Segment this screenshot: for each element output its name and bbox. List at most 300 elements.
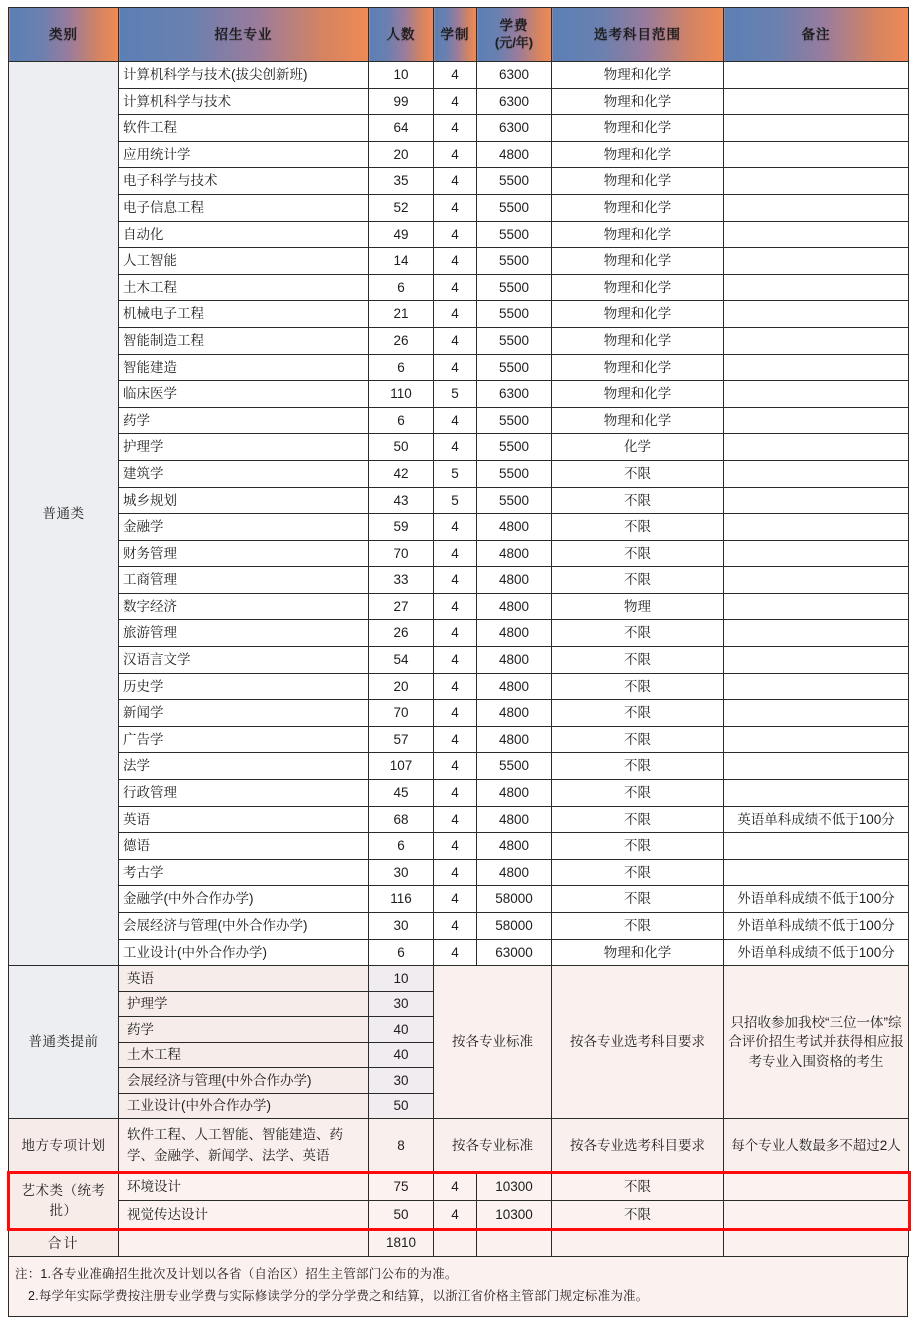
remark (724, 168, 909, 195)
subject-requirement: 不限 (552, 620, 724, 647)
subject-requirement: 物理和化学 (552, 301, 724, 328)
table-row (9, 673, 909, 700)
tuition: 6300 (477, 115, 552, 142)
major-name: 智能建造 (119, 354, 369, 381)
subject-requirement: 不限 (552, 913, 724, 940)
total-row (9, 1229, 909, 1257)
table-header (9, 8, 909, 62)
subject-requirement-merged: 按各专业选考科目要求 (552, 966, 724, 1119)
student-count: 70 (369, 540, 434, 567)
major-name: 数字经济 (119, 593, 369, 620)
table-row (9, 806, 909, 833)
table-row (9, 833, 909, 860)
duration: 4 (434, 913, 477, 940)
subject-requirement: 物理和化学 (552, 194, 724, 221)
header-tuition (477, 8, 552, 62)
tuition: 10300 (477, 1173, 552, 1201)
subject-requirement: 不限 (552, 833, 724, 860)
student-count: 30 (369, 1068, 434, 1094)
subject-requirement: 物理和化学 (552, 115, 724, 142)
remark (724, 274, 909, 301)
duration: 4 (434, 593, 477, 620)
header-tuition-unit: (元/年) (494, 34, 534, 50)
table-row (9, 726, 909, 753)
subject-requirement: 不限 (552, 487, 724, 514)
tuition: 4800 (477, 540, 552, 567)
duration: 4 (434, 886, 477, 913)
table-row (9, 540, 909, 567)
remark (724, 487, 909, 514)
table-row (9, 567, 909, 594)
student-count: 10 (369, 966, 434, 992)
total-tuition-blank (477, 1229, 552, 1257)
student-count: 30 (369, 991, 434, 1017)
major-name: 人工智能 (119, 248, 369, 275)
duration: 4 (434, 567, 477, 594)
student-count: 75 (369, 1173, 434, 1201)
remark (724, 460, 909, 487)
duration: 4 (434, 274, 477, 301)
major-name: 法学 (119, 753, 369, 780)
subject-requirement: 化学 (552, 434, 724, 461)
subject-requirement: 物理和化学 (552, 221, 724, 248)
student-count: 70 (369, 700, 434, 727)
tuition: 5500 (477, 274, 552, 301)
duration: 4 (434, 1201, 477, 1229)
subject-requirement: 不限 (552, 1201, 724, 1229)
header-count: 人数 (369, 8, 434, 62)
major-name: 机械电子工程 (119, 301, 369, 328)
duration: 4 (434, 620, 477, 647)
subject-requirement: 物理和化学 (552, 62, 724, 89)
major-name: 汉语言文学 (119, 647, 369, 674)
table-row (9, 966, 909, 992)
tuition: 5500 (477, 327, 552, 354)
student-count: 40 (369, 1017, 434, 1043)
student-count: 30 (369, 913, 434, 940)
tuition: 4800 (477, 859, 552, 886)
remark (724, 620, 909, 647)
major-name: 工商管理 (119, 567, 369, 594)
tuition: 6300 (477, 381, 552, 408)
tuition: 4800 (477, 620, 552, 647)
duration: 4 (434, 540, 477, 567)
duration: 4 (434, 327, 477, 354)
student-count: 6 (369, 407, 434, 434)
subject-requirement: 不限 (552, 726, 724, 753)
student-count: 49 (369, 221, 434, 248)
total-count: 1810 (369, 1229, 434, 1257)
header-tuition-main: 学费 (499, 17, 529, 33)
table-row (9, 859, 909, 886)
category-cell-art: 艺术类（统考批） (9, 1173, 119, 1229)
tuition: 10300 (477, 1201, 552, 1229)
student-count: 26 (369, 620, 434, 647)
category-cell-pre-batch: 普通类提前 (9, 966, 119, 1119)
subject-requirement: 物理和化学 (552, 168, 724, 195)
remark (724, 221, 909, 248)
remark: 外语单科成绩不低于100分 (724, 886, 909, 913)
remark (724, 647, 909, 674)
student-count: 40 (369, 1042, 434, 1068)
table-row (9, 1201, 909, 1229)
student-count: 20 (369, 673, 434, 700)
student-count: 14 (369, 248, 434, 275)
tuition: 5500 (477, 221, 552, 248)
duration: 4 (434, 168, 477, 195)
admission-plan-page (0, 7, 916, 1317)
subject-requirement: 物理和化学 (552, 141, 724, 168)
table-row (9, 1173, 909, 1201)
tuition: 5500 (477, 354, 552, 381)
total-major-blank (119, 1229, 369, 1257)
tuition: 5500 (477, 434, 552, 461)
total-remark-blank (724, 1229, 909, 1257)
major-name: 行政管理 (119, 780, 369, 807)
major-name: 工业设计(中外合作办学) (119, 939, 369, 966)
student-count: 33 (369, 567, 434, 594)
subject-requirement: 物理 (552, 593, 724, 620)
tuition: 6300 (477, 88, 552, 115)
table-row (9, 1119, 909, 1173)
major-name: 环境设计 (119, 1173, 369, 1201)
duration: 4 (434, 806, 477, 833)
remark (724, 248, 909, 275)
major-name: 护理学 (119, 434, 369, 461)
major-name: 金融学 (119, 514, 369, 541)
remark (724, 780, 909, 807)
table-row (9, 115, 909, 142)
remark (724, 833, 909, 860)
category-cell-local-plan: 地方专项计划 (9, 1119, 119, 1173)
remark: 外语单科成绩不低于100分 (724, 939, 909, 966)
duration: 4 (434, 1173, 477, 1201)
subject-requirement: 物理和化学 (552, 354, 724, 381)
tuition: 5500 (477, 248, 552, 275)
student-count: 99 (369, 88, 434, 115)
remark (724, 354, 909, 381)
table-row (9, 514, 909, 541)
duration: 4 (434, 88, 477, 115)
major-name: 会展经济与管理(中外合作办学) (119, 913, 369, 940)
remark: 每个专业人数最多不超过2人 (724, 1119, 909, 1173)
duration: 4 (434, 833, 477, 860)
tuition: 4800 (477, 647, 552, 674)
total-subjects-blank (552, 1229, 724, 1257)
subject-requirement: 物理和化学 (552, 407, 724, 434)
major-name: 德语 (119, 833, 369, 860)
table-row (9, 221, 909, 248)
tuition: 63000 (477, 939, 552, 966)
table-row (9, 141, 909, 168)
major-name: 新闻学 (119, 700, 369, 727)
tuition-merged: 按各专业标准 (434, 966, 552, 1119)
student-count: 54 (369, 647, 434, 674)
duration: 4 (434, 62, 477, 89)
subject-requirement: 不限 (552, 700, 724, 727)
remark (724, 1201, 909, 1229)
tuition: 4800 (477, 700, 552, 727)
remark (724, 753, 909, 780)
subject-requirement: 不限 (552, 753, 724, 780)
table-row (9, 753, 909, 780)
remark-merged: 只招收参加我校“三位一体”综合评价招生考试并获得相应报考专业入围资格的考生 (724, 966, 909, 1119)
student-count: 8 (369, 1119, 434, 1173)
major-name: 英语 (119, 966, 369, 992)
remark (724, 726, 909, 753)
remark (724, 327, 909, 354)
table-row (9, 593, 909, 620)
remark (724, 381, 909, 408)
tuition: 58000 (477, 886, 552, 913)
subject-requirement: 不限 (552, 780, 724, 807)
duration: 5 (434, 460, 477, 487)
table-row (9, 354, 909, 381)
admission-plan-table (8, 7, 909, 1257)
tuition: 58000 (477, 913, 552, 940)
duration: 4 (434, 194, 477, 221)
table-row (9, 434, 909, 461)
remark: 英语单科成绩不低于100分 (724, 806, 909, 833)
remark (724, 62, 909, 89)
major-name: 自动化 (119, 221, 369, 248)
header-major: 招生专业 (119, 8, 369, 62)
table-row (9, 381, 909, 408)
tuition: 4800 (477, 141, 552, 168)
remark (724, 88, 909, 115)
major-name: 土木工程 (119, 1042, 369, 1068)
table-row (9, 327, 909, 354)
table-body (9, 62, 909, 1257)
table-row (9, 460, 909, 487)
remark: 外语单科成绩不低于100分 (724, 913, 909, 940)
remark (724, 540, 909, 567)
category-cell-normal: 普通类 (9, 62, 119, 966)
remark (724, 141, 909, 168)
subject-requirement: 不限 (552, 1173, 724, 1201)
subject-requirement: 不限 (552, 806, 724, 833)
duration: 5 (434, 381, 477, 408)
student-count: 57 (369, 726, 434, 753)
total-label: 合计 (9, 1229, 119, 1257)
table-row (9, 274, 909, 301)
duration: 4 (434, 700, 477, 727)
duration: 4 (434, 859, 477, 886)
remark (724, 514, 909, 541)
duration: 4 (434, 780, 477, 807)
table-row (9, 647, 909, 674)
major-name: 广告学 (119, 726, 369, 753)
duration: 4 (434, 141, 477, 168)
student-count: 50 (369, 434, 434, 461)
tuition: 5500 (477, 168, 552, 195)
tuition-merged: 按各专业标准 (434, 1119, 552, 1173)
subject-requirement: 物理和化学 (552, 939, 724, 966)
duration: 4 (434, 301, 477, 328)
table-row (9, 780, 909, 807)
header-category: 类别 (9, 8, 119, 62)
major-name: 土木工程 (119, 274, 369, 301)
tuition: 6300 (477, 62, 552, 89)
major-name: 建筑学 (119, 460, 369, 487)
footer-notes (8, 1257, 908, 1317)
subject-requirement: 不限 (552, 460, 724, 487)
student-count: 107 (369, 753, 434, 780)
student-count: 110 (369, 381, 434, 408)
duration: 4 (434, 115, 477, 142)
major-name: 考古学 (119, 859, 369, 886)
table-row (9, 88, 909, 115)
table-row (9, 913, 909, 940)
subject-requirement: 物理和化学 (552, 274, 724, 301)
subject-requirement: 不限 (552, 859, 724, 886)
table-row (9, 407, 909, 434)
remark (724, 434, 909, 461)
remark (724, 567, 909, 594)
subject-requirement: 物理和化学 (552, 88, 724, 115)
header-duration: 学制 (434, 8, 477, 62)
student-count: 20 (369, 141, 434, 168)
major-name: 金融学(中外合作办学) (119, 886, 369, 913)
duration: 4 (434, 407, 477, 434)
major-name: 城乡规划 (119, 487, 369, 514)
student-count: 10 (369, 62, 434, 89)
duration: 4 (434, 647, 477, 674)
student-count: 6 (369, 274, 434, 301)
student-count: 68 (369, 806, 434, 833)
remark (724, 700, 909, 727)
major-name: 软件工程 (119, 115, 369, 142)
major-name: 应用统计学 (119, 141, 369, 168)
student-count: 116 (369, 886, 434, 913)
tuition: 4800 (477, 726, 552, 753)
major-name: 视觉传达设计 (119, 1201, 369, 1229)
remark (724, 115, 909, 142)
subject-requirement: 物理和化学 (552, 381, 724, 408)
remark (724, 194, 909, 221)
major-name: 电子信息工程 (119, 194, 369, 221)
tuition: 5500 (477, 301, 552, 328)
major-name: 软件工程、人工智能、智能建造、药学、金融学、新闻学、法学、英语 (119, 1119, 369, 1173)
remark (724, 673, 909, 700)
student-count: 6 (369, 939, 434, 966)
student-count: 59 (369, 514, 434, 541)
student-count: 50 (369, 1201, 434, 1229)
header-remarks: 备注 (724, 8, 909, 62)
header-subjects: 选考科目范围 (552, 8, 724, 62)
student-count: 6 (369, 833, 434, 860)
tuition: 4800 (477, 806, 552, 833)
duration: 4 (434, 221, 477, 248)
major-name: 临床医学 (119, 381, 369, 408)
tuition: 4800 (477, 673, 552, 700)
table-row (9, 248, 909, 275)
remark (724, 859, 909, 886)
header-row (9, 8, 909, 62)
remark (724, 593, 909, 620)
subject-requirement: 不限 (552, 567, 724, 594)
note-line-2: 2.每学年实际学费按注册专业学费与实际修读学分的学分学费之和结算，以浙江省价格主管部门规定标准为准。 (28, 1289, 649, 1304)
student-count: 50 (369, 1093, 434, 1119)
subject-requirement: 不限 (552, 673, 724, 700)
subject-requirement: 不限 (552, 514, 724, 541)
major-name: 计算机科学与技术 (119, 88, 369, 115)
major-name: 会展经济与管理(中外合作办学) (119, 1068, 369, 1094)
duration: 4 (434, 673, 477, 700)
tuition: 4800 (477, 567, 552, 594)
tuition: 5500 (477, 487, 552, 514)
student-count: 52 (369, 194, 434, 221)
duration: 4 (434, 434, 477, 461)
table-row (9, 939, 909, 966)
table-row (9, 886, 909, 913)
student-count: 35 (369, 168, 434, 195)
tuition: 5500 (477, 460, 552, 487)
tuition: 4800 (477, 833, 552, 860)
tuition: 5500 (477, 194, 552, 221)
table-row (9, 62, 909, 89)
major-name: 药学 (119, 407, 369, 434)
student-count: 43 (369, 487, 434, 514)
table-row (9, 620, 909, 647)
table-row (9, 194, 909, 221)
major-name: 药学 (119, 1017, 369, 1043)
student-count: 27 (369, 593, 434, 620)
major-name: 智能制造工程 (119, 327, 369, 354)
student-count: 6 (369, 354, 434, 381)
subject-requirement: 不限 (552, 540, 724, 567)
duration: 4 (434, 514, 477, 541)
table-row (9, 168, 909, 195)
tuition: 4800 (477, 593, 552, 620)
subject-requirement: 物理和化学 (552, 327, 724, 354)
tuition: 5500 (477, 753, 552, 780)
student-count: 30 (369, 859, 434, 886)
major-name: 护理学 (119, 991, 369, 1017)
table-row (9, 700, 909, 727)
major-name: 英语 (119, 806, 369, 833)
tuition: 5500 (477, 407, 552, 434)
duration: 5 (434, 487, 477, 514)
remark (724, 1173, 909, 1201)
duration: 4 (434, 753, 477, 780)
subject-requirement-merged: 按各专业选考科目要求 (552, 1119, 724, 1173)
major-name: 旅游管理 (119, 620, 369, 647)
major-name: 工业设计(中外合作办学) (119, 1093, 369, 1119)
table-row (9, 301, 909, 328)
major-name: 电子科学与技术 (119, 168, 369, 195)
major-name: 历史学 (119, 673, 369, 700)
duration: 4 (434, 248, 477, 275)
duration: 4 (434, 354, 477, 381)
student-count: 45 (369, 780, 434, 807)
student-count: 64 (369, 115, 434, 142)
student-count: 21 (369, 301, 434, 328)
duration: 4 (434, 939, 477, 966)
major-name: 财务管理 (119, 540, 369, 567)
subject-requirement: 物理和化学 (552, 248, 724, 275)
tuition: 4800 (477, 780, 552, 807)
major-name: 计算机科学与技术(拔尖创新班) (119, 62, 369, 89)
total-duration-blank (434, 1229, 477, 1257)
subject-requirement: 不限 (552, 886, 724, 913)
remark (724, 407, 909, 434)
remark (724, 301, 909, 328)
tuition: 4800 (477, 514, 552, 541)
subject-requirement: 不限 (552, 647, 724, 674)
student-count: 26 (369, 327, 434, 354)
note-line-1: 注：1.各专业准确招生批次及计划以各省（自治区）招生主管部门公布的为准。 (15, 1267, 458, 1282)
